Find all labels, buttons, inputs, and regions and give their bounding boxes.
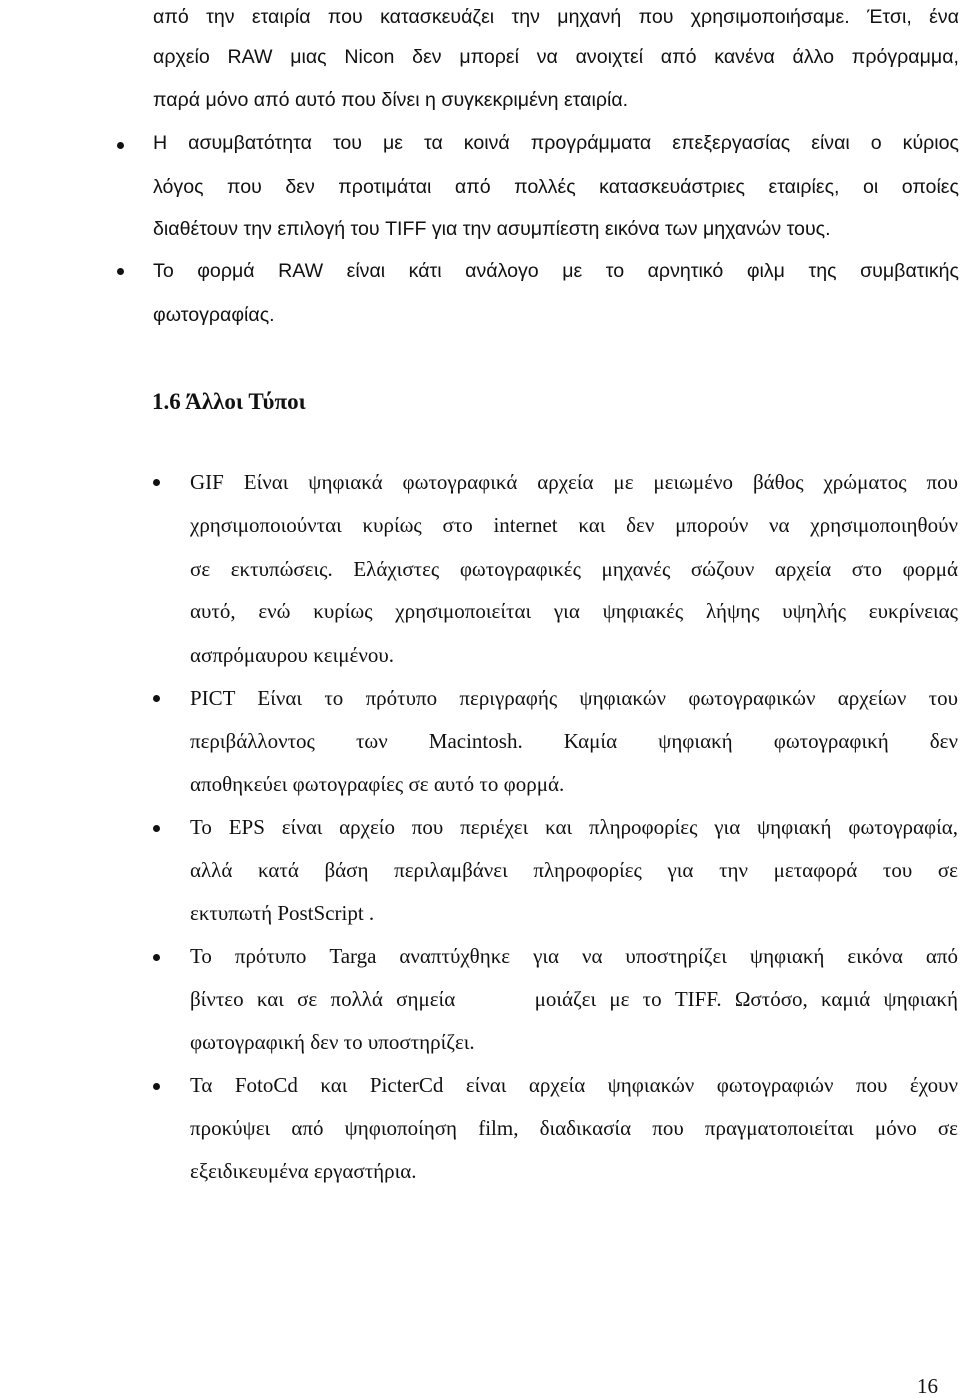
list-item-line: διαθέτουν την επιλογή του TIFF για την ασυμπίεστη εικόνα των μηχανών τους. <box>153 218 831 240</box>
list-item-line: αποθηκεύει φωτογραφίες σε αυτό το φορμά. <box>190 772 565 796</box>
list-item-line: εκτυπωτή PostScript . <box>190 901 375 925</box>
section-heading: 1.6 Άλλοι Τύποι <box>152 389 306 414</box>
bullet-icon <box>153 695 160 702</box>
intro-line: από την εταιρία που κατασκευάζει την μηχανή που χρησιμοποιήσαμε. Έτσι, ένα <box>153 6 959 28</box>
bullet-icon <box>153 1083 160 1090</box>
bullet-icon <box>153 954 160 961</box>
list-item-line: ασπρόμαυρου κειμένου. <box>190 643 394 667</box>
list-item-line: αυτό, ενώ κυρίως χρησιμοποιείται για ψηφιακές λήψης υψηλής ευκρίνειας <box>190 599 958 623</box>
list-item-line: GIF Είναι ψηφιακά φωτογραφικά αρχεία με μειωμένο βάθος χρώματος που <box>190 470 958 494</box>
bullet-icon <box>117 268 124 275</box>
list-item-line: προκύψει από ψηφιοποίηση film, διαδικασία που πραγματοποιείται μόνο σε <box>190 1116 958 1140</box>
list-item-line: εξειδικευμένα εργαστήρια. <box>190 1159 417 1183</box>
bullet-icon <box>153 825 160 832</box>
list-item-line: Τα FotoCd και PicterCd είναι αρχεία ψηφιακών φωτογραφιών που έχουν <box>190 1073 958 1097</box>
list-item-line: Το φορμά RAW είναι κάτι ανάλογο με το αρνητικό φιλμ της συμβατικής <box>153 260 959 282</box>
list-item-line: Το EPS είναι αρχείο που περιέχει και πληροφορίες για ψηφιακή φωτογραφία, <box>190 815 958 839</box>
page-number: 16 <box>917 1374 938 1398</box>
list-item-line: σε εκτυπώσεις. Ελάχιστες φωτογραφικές μηχανές σώζουν αρχεία στο φορμά <box>190 557 958 581</box>
list-item-line: περιβάλλοντος των Macintosh. Καμία ψηφιακή φωτογραφική δεν <box>190 729 958 753</box>
list-item-line: αλλά κατά βάση περιλαμβάνει πληροφορίες για την μεταφορά του σε <box>190 858 958 882</box>
bullet-icon <box>117 142 124 149</box>
list-item-line: Η ασυμβατότητα του με τα κοινά προγράμματα επεξεργασίας είναι ο κύριος <box>153 132 959 154</box>
list-item-line: λόγος που δεν προτιμάται από πολλές κατασκευάστριες εταιρίες, οι οποίες <box>153 176 959 198</box>
bullet-icon <box>153 479 160 486</box>
intro-line: αρχείο RAW μιας Nicon δεν μπορεί να ανοιχτεί από κανένα άλλο πρόγραμμα, <box>153 46 959 68</box>
intro-line: παρά μόνο από αυτό που δίνει η συγκεκριμένη εταιρία. <box>153 89 629 111</box>
list-item-line: Το πρότυπο Targa αναπτύχθηκε για να υποστηρίζει ψηφιακή εικόνα από <box>190 944 958 968</box>
list-item-line: φωτογραφική δεν το υποστηρίζει. <box>190 1030 475 1054</box>
list-item-line: βίντεο και σε πολλά σημεία μοιάζει με το TIFF. Ωστόσο, καμιά ψηφιακή <box>190 987 958 1011</box>
list-item-line: PICT Είναι το πρότυπο περιγραφής ψηφιακών φωτογραφικών αρχείων του <box>190 686 958 710</box>
list-item-line: χρησιμοποιούνται κυρίως στο internet και δεν μπορούν να χρησιμοποιηθούν <box>190 513 958 537</box>
list-item-line: φωτογραφίας. <box>153 304 275 326</box>
